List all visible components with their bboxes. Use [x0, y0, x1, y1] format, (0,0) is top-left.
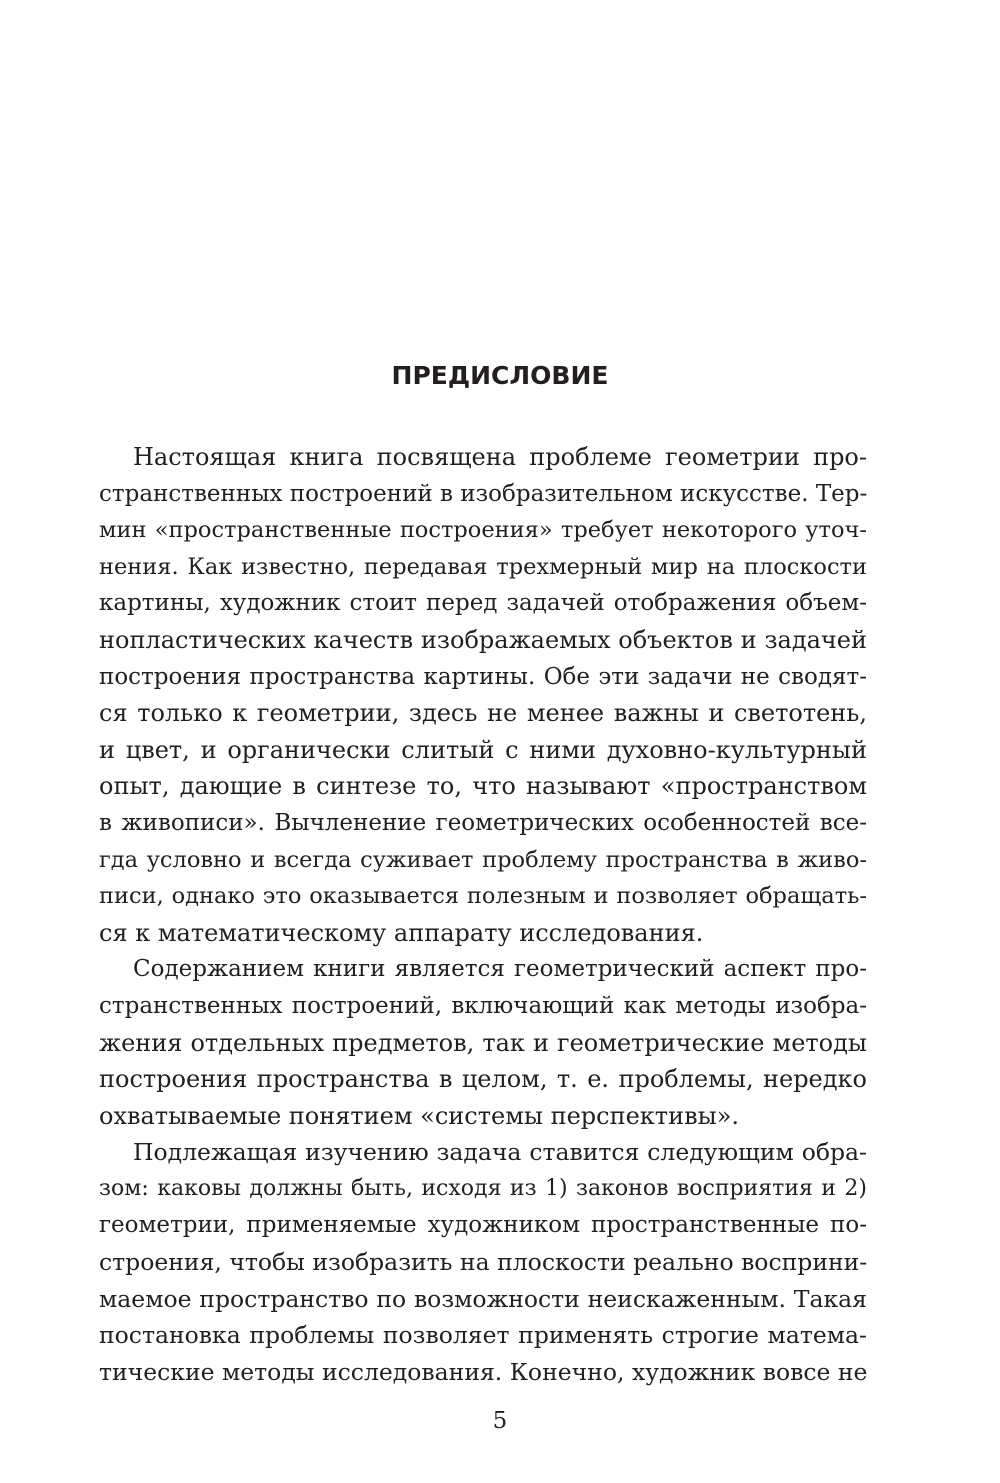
- text-line: опыт, дающие в синтезе то, что называют «пространством: [99, 772, 867, 801]
- text-line: Подлежащая изучению задача ставится следующим обра-: [133, 1138, 867, 1167]
- text-line: построения пространства в целом, т. е. проблемы, нередко: [99, 1065, 867, 1094]
- text-line: странственных построений, включающий как методы изобра-: [99, 992, 867, 1019]
- text-line: мин «пространственные построения» требует некоторого уточ-: [99, 517, 867, 544]
- text-line: жения отдельных предметов, так и геометрические методы: [99, 1028, 867, 1057]
- text-line: охватываемые понятием «системы перспективы».: [99, 1101, 740, 1130]
- page-title: ПРЕДИСЛОВИЕ: [391, 361, 609, 390]
- text-line: картины, художник стоит перед задачей отображения объем-: [99, 590, 867, 617]
- text-line: тические методы исследования. Конечно, художник вовсе не: [99, 1357, 867, 1386]
- text-line: странственных построений в изобразительном искусстве. Тер-: [99, 480, 867, 507]
- text-line: гда условно и всегда суживает проблему пространства в живо-: [99, 846, 867, 873]
- text-line: ся к математическому аппарату исследования.: [99, 918, 704, 947]
- page-number: 5: [492, 1408, 508, 1434]
- text-line: в живописи». Вычленение геометрических особенностей все-: [99, 809, 867, 836]
- text-line: построения пространства картины. Обе эти задачи не сводят-: [99, 663, 867, 690]
- text-line: маемое пространство по возможности неискаженным. Такая: [99, 1284, 867, 1313]
- text-line: нопластических качеств изображаемых объектов и задачей: [99, 625, 867, 654]
- text-line: зом: каковы должны быть, исходя из 1) законов восприятия и 2): [99, 1175, 867, 1201]
- body-text: [99, 439, 867, 1390]
- text-line: строения, чтобы изобразить на плоскости реально восприни-: [99, 1248, 867, 1277]
- text-line: и цвет, и органически слитый с ними духовно-культурный: [99, 735, 867, 764]
- text-line: геометрии, применяемые художником пространственные по-: [99, 1212, 867, 1239]
- text-line: постановка проблемы позволяет применять строгие матема-: [99, 1321, 867, 1350]
- text-line: нения. Как известно, передавая трехмерный мир на плоскости: [99, 553, 867, 580]
- text-line: Настоящая книга посвящена проблеме геометрии про-: [133, 443, 867, 471]
- text-line: писи, однако это оказывается полезным и позволяет обращать-: [99, 883, 867, 910]
- text-line: Содержанием книги является геометрический аспект про-: [133, 956, 867, 983]
- text-line: ся только к геометрии, здесь не менее важны и светотень,: [99, 699, 867, 728]
